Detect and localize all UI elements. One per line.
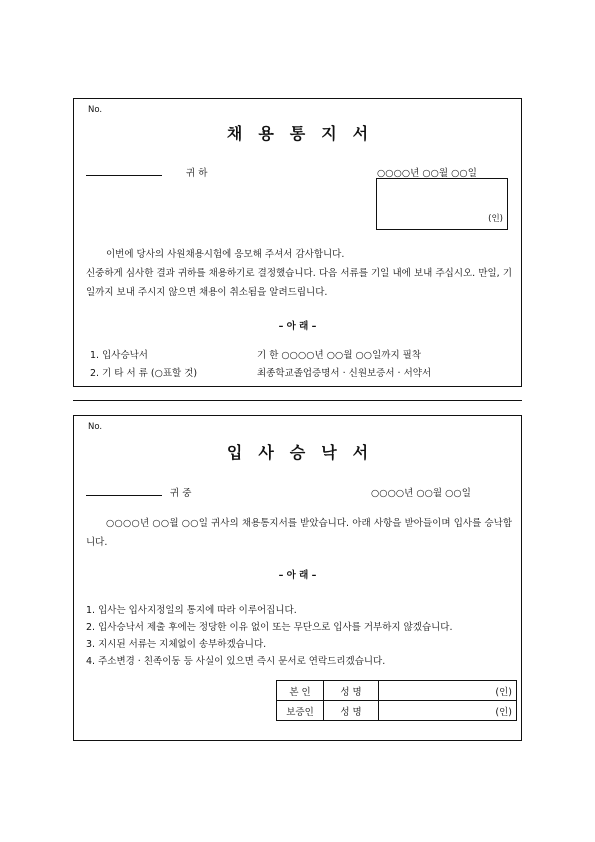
acceptance-addressee-suffix: 귀 중: [170, 488, 192, 499]
notice-title: 채용통지서: [226, 124, 385, 143]
notice-item-value: 최종학교졸업증명서 · 신원보증서 · 서약서: [257, 368, 432, 379]
signature-role: 보증인: [277, 701, 324, 721]
acceptance-addressee-line: [86, 495, 162, 496]
acceptance-number-label: No.: [88, 422, 103, 432]
acceptance-body: ○○○○년 ○○월 ○○일 귀사의 채용통지서를 받았습니다. 아래 사항을 받아들이며 입사를 승낙합니다.: [86, 518, 512, 548]
notice-item-value: 기 한 ○○○○년 ○○월 ○○일까지 필착: [257, 350, 422, 361]
notice-number-label: No.: [88, 105, 103, 115]
signature-role: 본 인: [277, 681, 324, 701]
signature-row: [277, 701, 517, 721]
signature-field-label: 성 명: [324, 701, 379, 721]
notice-date: ○○○○년 ○○월 ○○일: [377, 168, 477, 179]
notice-seal-box: [376, 178, 508, 230]
notice-item-label: 2. 기 타 서 류 (○표할 것): [90, 368, 198, 379]
signature-seal[interactable]: (인): [379, 681, 517, 701]
acceptance-date: ○○○○년 ○○월 ○○일: [371, 488, 471, 499]
acceptance-term: 1. 입사는 입사지정일의 통지에 따라 이루어집니다.: [86, 605, 297, 616]
acceptance-notes-heading: – 아 래 –: [278, 570, 317, 581]
signature-seal[interactable]: (인): [379, 701, 517, 721]
acceptance-term: 3. 지시된 서류는 지체없이 송부하겠습니다.: [86, 639, 267, 650]
acceptance-title: 입사승낙서: [226, 443, 385, 462]
notice-addressee-suffix: 귀 하: [186, 168, 208, 179]
signature-row: [277, 681, 517, 701]
signature-field-label: 성 명: [324, 681, 379, 701]
acceptance-form: [73, 415, 522, 741]
notice-notes-heading: – 아 래 –: [278, 321, 317, 332]
acceptance-term: 2. 입사승낙서 제출 후에는 정당한 이유 없이 또는 무단으로 입사를 거부하지 않겠습니다.: [86, 622, 453, 633]
acceptance-term: 4. 주소변경 · 친족이동 등 사실이 있으면 즉시 문서로 연락드리겠습니다.: [86, 656, 386, 667]
notice-item-label: 1. 입사승낙서: [90, 350, 148, 361]
notice-intro-line1: 이번에 당사의 사원채용시험에 응모해 주셔서 감사합니다.: [106, 249, 345, 260]
employment-notice-form: [73, 98, 522, 387]
notice-seal-label: (인): [488, 214, 503, 224]
notice-intro-body: 신중하게 심사한 결과 귀하를 채용하기로 결정했습니다. 다음 서류를 기일 내에 보내 주십시오. 만일, 기일까지 보내 주시지 않으면 채용이 취소됨을 알려드립니다.: [86, 268, 512, 298]
section-divider: [73, 400, 522, 401]
notice-addressee-line: [86, 175, 162, 176]
signature-table: [276, 680, 517, 721]
